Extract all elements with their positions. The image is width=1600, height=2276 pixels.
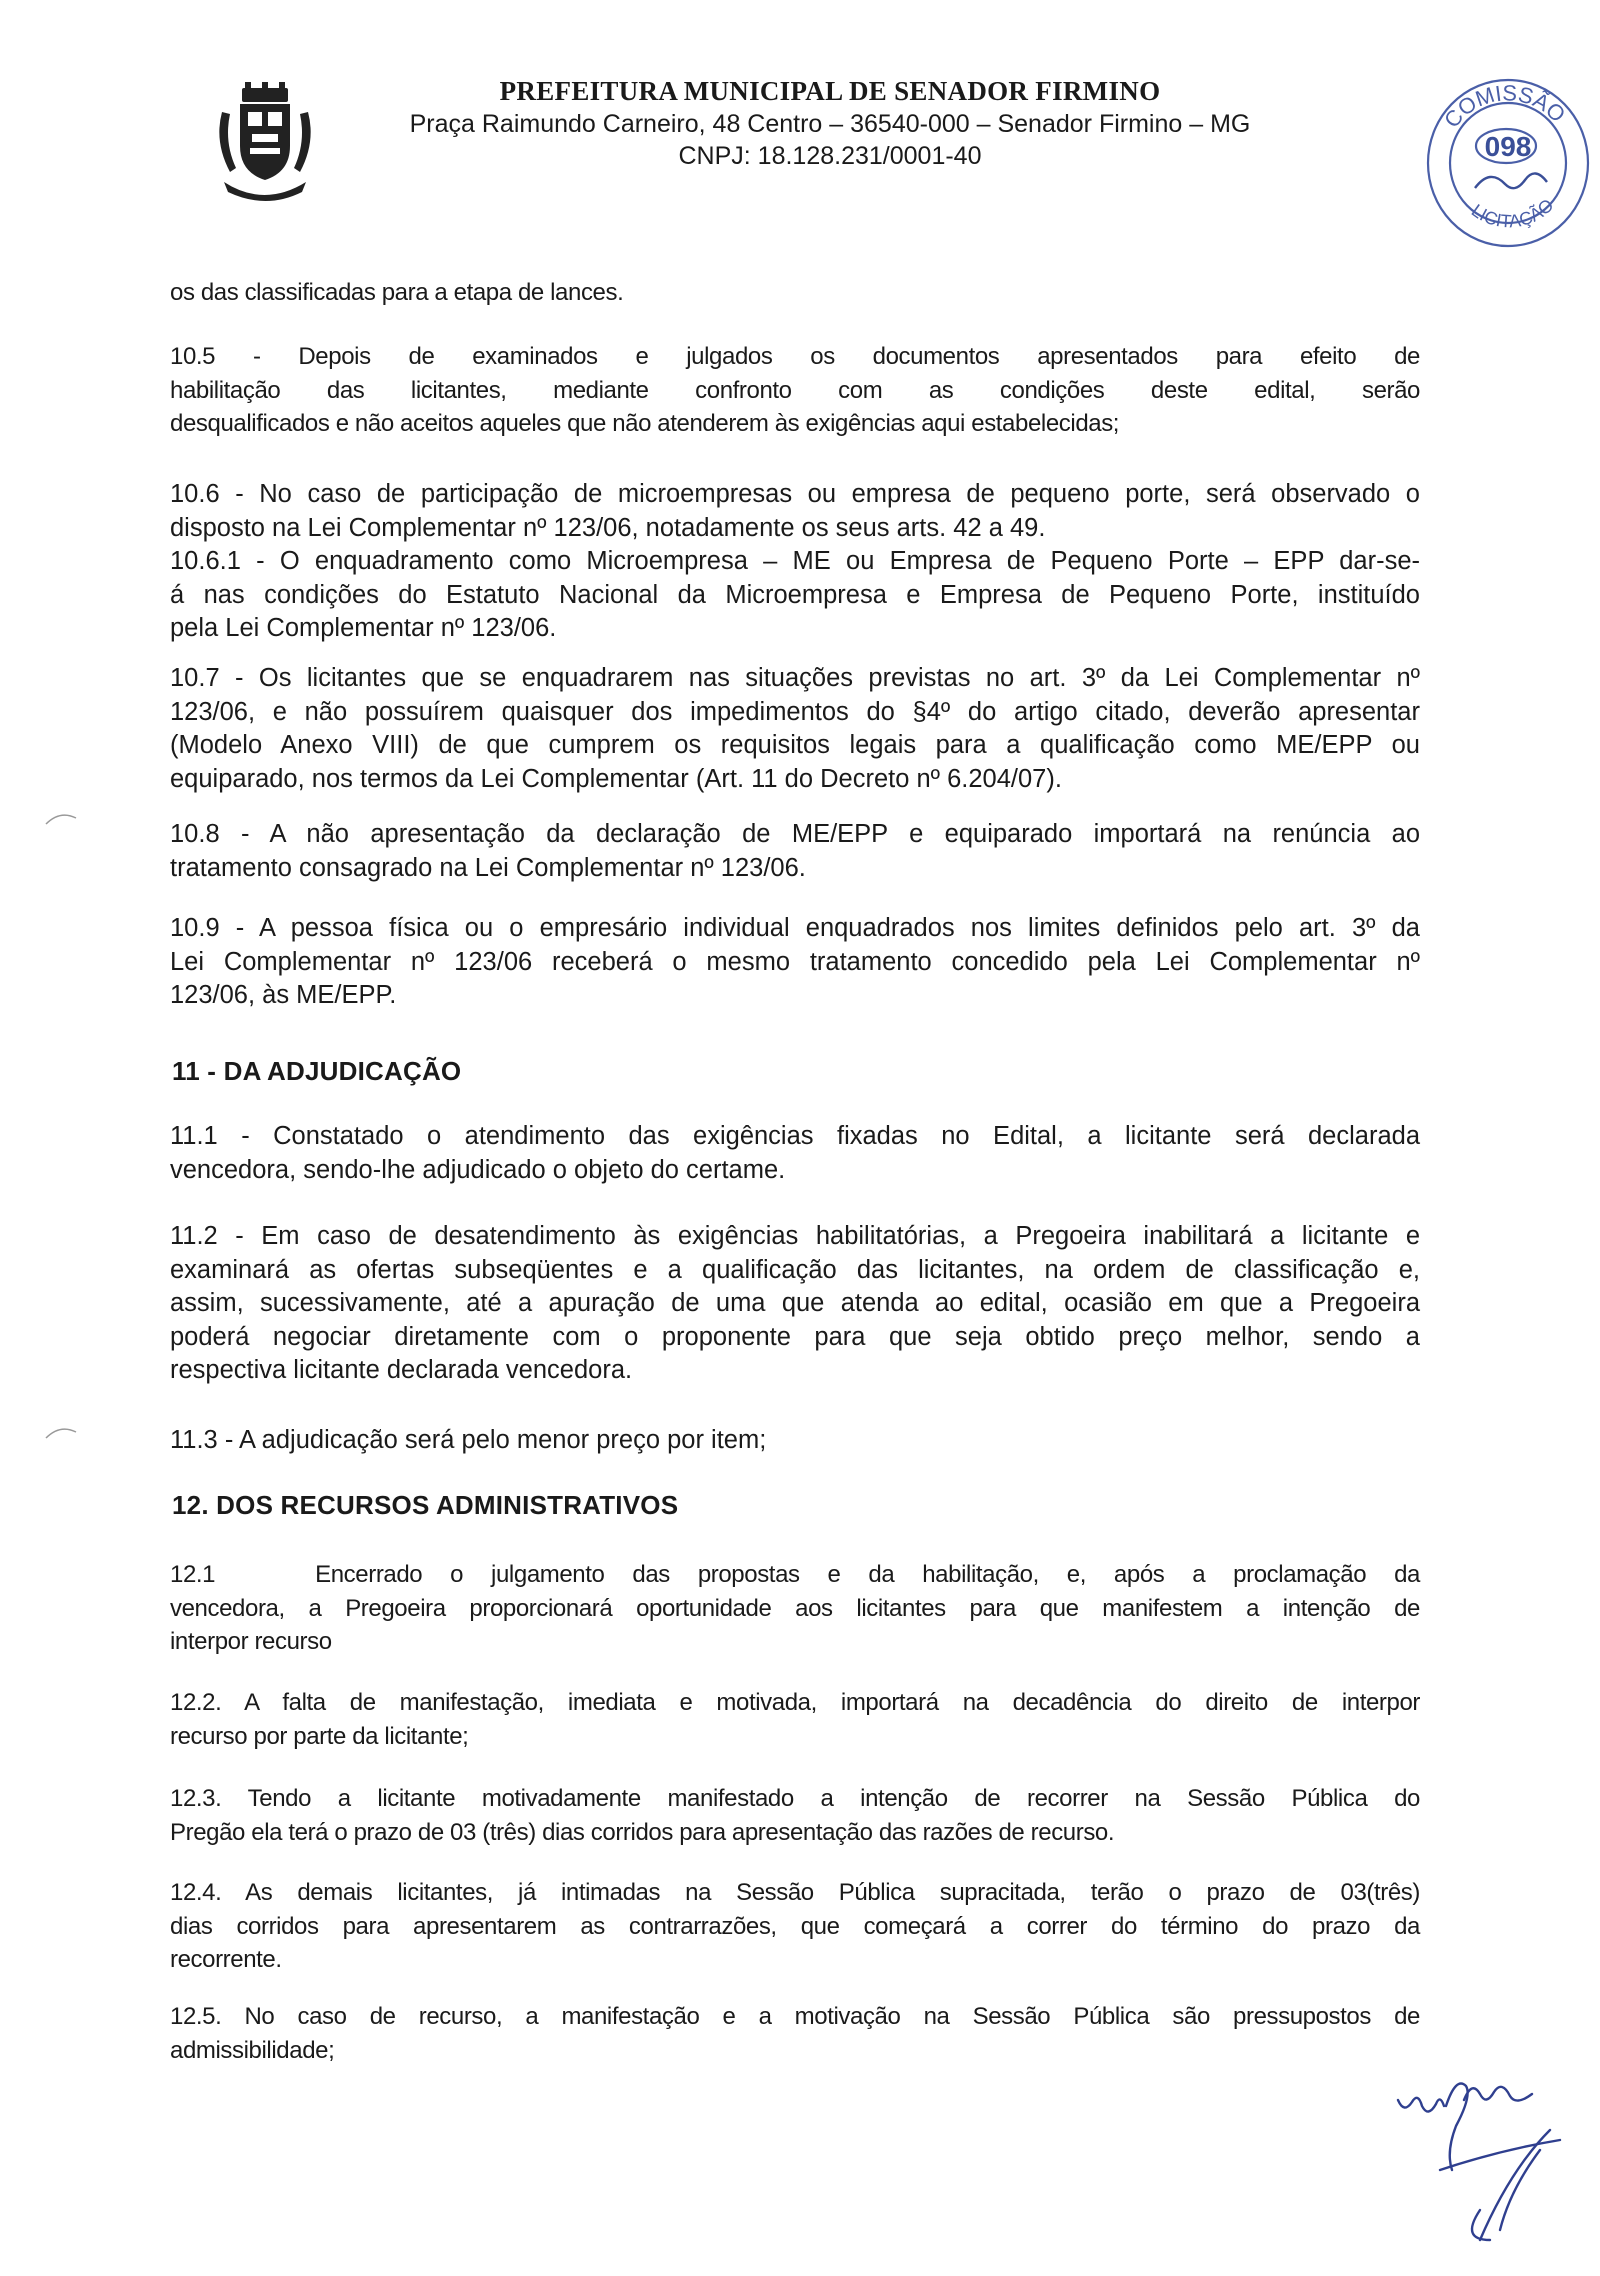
margin-mark-icon — [42, 1422, 102, 1442]
paragraph-12-1 — [170, 1558, 1420, 1659]
text-line: 10.8 - A não apresentação da declaração de ME/EPP e equiparado importará na renúncia ao — [170, 820, 1420, 848]
text-line: Pregão ela terá o prazo de 03 (três) dias corridos para apresentação das razões de recurso. — [170, 1818, 1115, 1846]
paragraph-10-6 — [170, 478, 1420, 646]
text-line: 10.5 - Depois de examinados e julgados os documentos apresentados para efeito de — [170, 343, 1420, 370]
text-line: tratamento consagrado na Lei Complementar nº 123/06. — [170, 853, 806, 882]
text-line: 11.1 - Constatado o atendimento das exigências fixadas no Edital, a licitante será declarada — [170, 1122, 1420, 1150]
text-line: recurso por parte da licitante; — [170, 1722, 469, 1750]
paragraph-10-7 — [170, 662, 1420, 796]
text-line: examinará as ofertas subseqüentes e a qualificação das licitantes, na ordem de classificação e, — [170, 1255, 1420, 1284]
paragraph-10-9 — [170, 912, 1420, 1013]
paragraph-10-5 — [170, 340, 1420, 441]
text-line: 12.4. As demais licitantes, já intimadas na Sessão Pública supracitada, terão o prazo de 03(três) — [170, 1879, 1420, 1906]
section-heading-12: 12. DOS RECURSOS ADMINISTRATIVOS — [172, 1490, 679, 1520]
text-line: interpor recurso — [170, 1628, 332, 1655]
text-line: 10.6.1 - O enquadramento como Microempresa – ME ou Empresa de Pequeno Porte – EPP dar-se- — [170, 547, 1420, 575]
letterhead-cnpj: CNPJ: 18.128.231/0001-40 — [678, 142, 982, 170]
commission-stamp-icon — [1420, 68, 1595, 253]
clause-text: Encerrado o julgamento das propostas e da habilitação, e, após a proclamação da — [315, 1561, 1420, 1588]
text-line: disposto na Lei Complementar nº 123/06, notadamente os seus arts. 42 a 49. — [170, 513, 1046, 542]
margin-mark-icon — [42, 808, 102, 828]
text-line: 11.2 - Em caso de desatendimento às exigências habilitatórias, a Pregoeira inabilitará a licitante e — [170, 1222, 1420, 1250]
text-line: (Modelo Anexo VIII) de que cumprem os requisitos legais para a qualificação como ME/EPP ou — [170, 731, 1420, 759]
paragraph-12-3 — [170, 1782, 1420, 1849]
text-line: pela Lei Complementar nº 123/06. — [170, 614, 557, 642]
text-line: habilitação das licitantes, mediante confronto com as condições deste edital, serão — [170, 376, 1420, 404]
text-line: 12.2. A falta de manifestação, imediata e motivada, importará na decadência do direito de interpor — [170, 1689, 1420, 1716]
text-line: 10.6 - No caso de participação de microempresas ou empresa de pequeno porte, será observado o — [170, 480, 1420, 508]
text-line: 11.3 - A adjudicação será pelo menor preço por item; — [170, 1426, 767, 1454]
text-line: admissibilidade; — [170, 2036, 335, 2064]
paragraph-continuation — [170, 276, 1420, 310]
text-line: 12.5. No caso de recurso, a manifestação e a motivação na Sessão Pública são pressupostos de — [170, 2003, 1420, 2030]
text-line: desqualificados e não aceitos aqueles que não atenderem às exigências aqui estabelecidas; — [170, 410, 1120, 437]
paragraph-11-1 — [170, 1120, 1420, 1187]
stamp-top-text: COMISSÃO — [1438, 80, 1571, 133]
text-line: 10.7 - Os licitantes que se enquadrarem nas situações previstas no art. 3º da Lei Complementar nº — [170, 664, 1420, 692]
letterhead-title: PREFEITURA MUNICIPAL DE SENADOR FIRMINO — [499, 76, 1161, 106]
paragraph-12-4 — [170, 1876, 1420, 1977]
text-line: á nas condições do Estatuto Nacional da Microempresa e Empresa de Pequeno Porte, instituído — [170, 580, 1420, 609]
paragraph-11-2 — [170, 1220, 1420, 1388]
svg-text:LICITAÇÃO — [1468, 195, 1558, 232]
svg-text:COMISSÃO — [1439, 80, 1571, 132]
letterhead-address: Praça Raimundo Carneiro, 48 Centro – 36540-000 – Senador Firmino – MG — [409, 110, 1251, 138]
text-line: 12.3. Tendo a licitante motivadamente manifestado a intenção de recorrer na Sessão Pública do — [170, 1785, 1420, 1812]
text-line: respectiva licitante declarada vencedora. — [170, 1356, 633, 1384]
text-line: assim, sucessivamente, até a apuração de uma que atenda ao edital, ocasião em que a Pregoeira — [170, 1289, 1420, 1317]
section-heading-11: 11 - DA ADJUDICAÇÃO — [172, 1056, 462, 1086]
letterhead — [330, 74, 1330, 172]
paragraph-12-5 — [170, 2000, 1420, 2067]
paragraph-10-8 — [170, 818, 1420, 885]
paragraph-12-2 — [170, 1686, 1420, 1753]
handwritten-rubric-icon — [1380, 2060, 1590, 2270]
paragraph-11-3 — [170, 1424, 1420, 1458]
text-line: equiparado, nos termos da Lei Complementar (Art. 11 do Decreto nº 6.204/07). — [170, 764, 1062, 793]
clause-number: 12.1 — [170, 1561, 216, 1588]
text-line: 123/06, às ME/EPP. — [170, 981, 397, 1009]
text-line: 123/06, e não possuírem quaisquer dos impedimentos do §4º do artigo citado, deverão apresentar — [170, 697, 1420, 726]
stamp-bottom-text: LICITAÇÃO — [1467, 194, 1558, 232]
text-line: os das classificadas para a etapa de lances. — [170, 279, 624, 306]
municipal-crest-icon — [212, 82, 318, 204]
text-line — [170, 1558, 1420, 1592]
text-line: vencedora, sendo-lhe adjudicado o objeto do certame. — [170, 1155, 786, 1184]
stamp-number: 098 — [1484, 131, 1532, 162]
text-line: 10.9 - A pessoa física ou o empresário individual enquadrados nos limites definidos pelo art. 3º da — [170, 914, 1420, 942]
text-line: dias corridos para apresentarem as contrarrazões, que começará a correr do término do prazo da — [170, 1912, 1420, 1940]
text-line: poderá negociar diretamente com o proponente para que seja obtido preço melhor, sendo a — [170, 1322, 1420, 1351]
text-line: vencedora, a Pregoeira proporcionará oportunidade aos licitantes para que manifestem a intenção de — [170, 1594, 1420, 1622]
text-line: Lei Complementar nº 123/06 receberá o mesmo tratamento concedido pela Lei Complementar nº — [170, 947, 1420, 976]
text-line: recorrente. — [170, 1946, 282, 1973]
